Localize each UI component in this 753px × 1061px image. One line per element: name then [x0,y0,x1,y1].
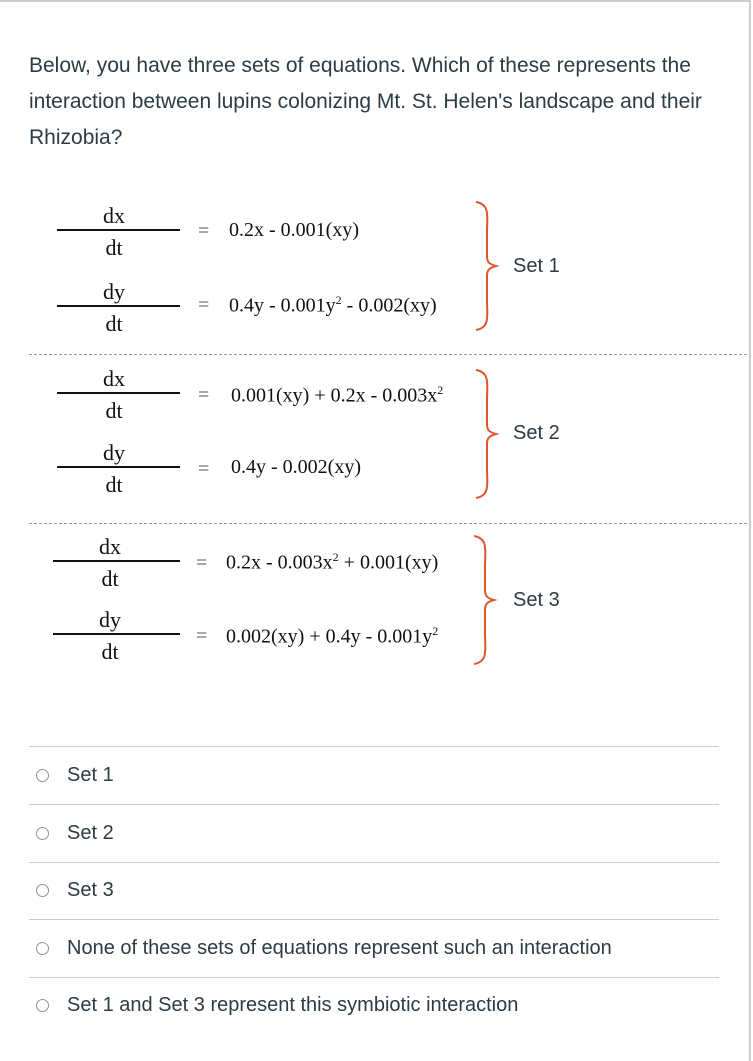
answer-label: Set 2 [67,821,114,844]
equals-sign: = [198,220,210,242]
answer-option-set-1-and-3[interactable] [36,990,716,1020]
answer-separator [29,977,719,978]
fraction-bar [57,466,180,468]
answer-option-set-1[interactable] [36,760,716,790]
question-text: Below, you have three sets of equations. Which of these represents the interaction between lupins colonizing Mt. St. Helen's landscape and their Rhizobia? [29,54,702,149]
set3-eq2-numerator: dy [99,607,121,632]
answer-separator [29,862,719,863]
dashed-divider [29,354,747,355]
set2-eq2-denominator: dt [105,472,123,497]
set2-eq2-rhs: 0.4y - 0.002(xy) [231,456,361,478]
set3-brace [468,534,498,666]
answer-separator [29,746,719,747]
fraction-bar [53,560,180,562]
set2-eq2-numerator: dy [103,440,125,465]
answer-separator [29,919,719,920]
set2-eq1-rhs: $0.001(xy) + 0.2x - 0.003x^2$ [231,383,444,407]
set1-eq2-rhs: $0.4y - 0.001y^2 - 0.002(xy)$ [229,293,437,317]
set1-eq1-rhs: 0.2x - 0.001(xy) [229,219,359,241]
answer-label: Set 1 and Set 3 represent this symbiotic interaction [67,993,519,1016]
set2-brace [470,368,500,500]
set2-label: Set 2 [513,422,560,444]
equals-sign: = [196,552,208,574]
set3-eq1-denominator: dt [101,566,119,591]
fraction-bar [57,305,180,307]
radio-button[interactable] [36,769,49,782]
set3-label: Set 3 [513,589,560,611]
equals-sign: = [198,384,210,406]
answer-separator [29,804,719,805]
set3-eq1-numerator: dx [99,534,121,559]
radio-button[interactable] [36,999,49,1012]
fraction-bar [53,633,180,635]
set3-eq2-denominator: dt [101,639,119,664]
equals-sign: = [198,458,210,480]
set1-label: Set 1 [513,255,560,277]
set1-brace [470,200,500,332]
fraction-bar [57,229,180,231]
set2-eq1-denominator: dt [105,398,123,423]
set2-eq1-numerator: dx [103,366,125,391]
answer-option-set-3[interactable] [36,875,716,905]
equals-sign: = [198,294,210,316]
answer-label: None of these sets of equations represent such an interaction [67,936,612,959]
set1-eq1-denominator: dt [105,235,123,260]
answer-option-set-2[interactable] [36,818,716,848]
answer-label: Set 1 [67,763,114,786]
set1-eq2-numerator: dy [103,279,125,304]
set3-eq2-rhs: $0.002(xy) + 0.4y - 0.001y^2$ [226,624,439,648]
fraction-bar [57,392,180,394]
radio-button[interactable] [36,827,49,840]
set1-eq1-numerator: dx [103,203,125,228]
equals-sign: = [196,625,208,647]
radio-button[interactable] [36,942,49,955]
set1-eq2-denominator: dt [105,311,123,336]
answer-option-none[interactable] [36,933,716,963]
answer-label: Set 3 [67,878,114,901]
radio-button[interactable] [36,884,49,897]
dashed-divider [29,523,747,524]
set3-eq1-rhs: $0.2x - 0.003x^2 + 0.001(xy)$ [226,550,439,574]
